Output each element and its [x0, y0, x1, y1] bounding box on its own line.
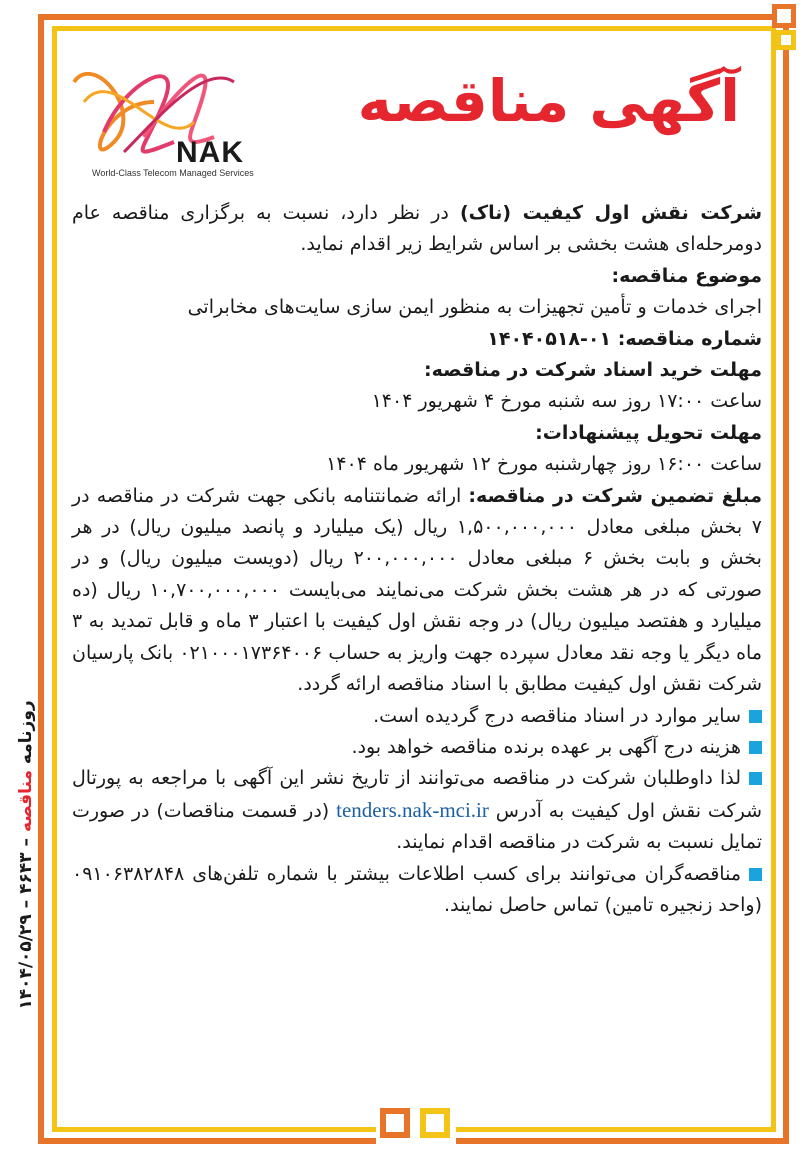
tender-number: [72, 324, 762, 355]
tender-body: [72, 198, 762, 921]
side-note: [6, 700, 46, 1010]
bullet-text-2: هزینه درج آگهی بر عهده برنده مناقصه خواهد بود.: [351, 735, 741, 758]
subject-label: موضوع مناقصه:: [611, 264, 762, 287]
corner-square-orange: [772, 4, 796, 28]
bullet-text-3b: (در قسمت مناقصات) در صورت تمایل نسبت به شرکت در مناقصه اقدام نمایند.: [72, 799, 762, 854]
tender-number-value: ۱۴۰۴۰۵۱۸-۰۱: [487, 327, 612, 350]
bullet-text-1: سایر موارد در اسناد مناقصه درج گردیده است.: [373, 704, 741, 727]
page-title: آگهی مناقصه: [357, 67, 740, 135]
side-prefix: روزنامه: [16, 700, 36, 765]
intro-text: در نظر دارد، نسبت به برگزاری مناقصه عام دومرحله‌ای هشت بخشی بر اساس شرایط زیر اقدام نماید.: [72, 202, 762, 256]
bullet-square-icon: [749, 868, 762, 881]
bullet-item: [72, 763, 762, 858]
side-note-text: [16, 700, 36, 1009]
bullet-item: [72, 859, 762, 922]
delivery-deadline-label: مهلت تحویل پیشنهادات:: [535, 421, 762, 444]
corner-square-yellow: [776, 30, 796, 50]
purchase-deadline-label: مهلت خرید اسناد شرکت در مناقصه:: [423, 359, 762, 382]
intro-paragraph: [72, 198, 762, 261]
logo-name: NAK: [176, 136, 244, 169]
bullet-item: [72, 732, 762, 763]
company-name: شرکت نقش اول کیفیت (ناک): [459, 202, 762, 224]
side-brand: مناقصه: [16, 769, 36, 833]
bullet-square-icon: [749, 772, 762, 785]
bottom-square-orange: [380, 1108, 410, 1138]
guarantee-paragraph: [72, 481, 762, 701]
purchase-deadline-text: ساعت ۱۷:۰۰ روز سه شنبه مورخ ۴ شهریور ۱۴۰۴: [371, 390, 762, 413]
bullet-text-3a: لذا داوطلبان شرکت در مناقصه می‌توانند از تاریخ نشر این آگهی با مراجعه به پورتال شرکت نقش اول کیفیت به آدرس: [72, 767, 762, 822]
delivery-deadline-text: ساعت ۱۶:۰۰ روز چهارشنبه مورخ ۱۲ شهریور ماه ۱۴۰۴: [326, 453, 762, 476]
bullet-square-icon: [749, 710, 762, 723]
tender-number-label: شماره مناقصه:: [617, 327, 762, 350]
side-suffix: – ۴۶۴۳ – ۱۴۰۴/۰۵/۲۹: [16, 837, 36, 1010]
guarantee-text: ارائه ضمانتنامه بانکی جهت شرکت در مناقصه در ۷ بخش مبلغی معادل ۱,۵۰۰,۰۰۰,۰۰۰ ریال (یک میلیارد و پانصد میلیون ریال) در هر بخش و بابت بخش ۶ مبلغی معادل ۲۰۰,۰۰۰,۰۰۰ ریال (دویست میلیون ریال) و در صورتی که در هر هشت بخش شرکت می‌نمایند می‌بایست ۱۰,۷۰۰,۰۰۰,۰۰۰ ریال (ده میلیارد و هفتصد میلیون ریال) در وجه نقش اول کیفیت با اعتبار ۳ ماه و قابل تمدید به ۳ ماه دیگر یا وجه نقد معادل سپرده جهت واریز به حساب ۰۲۱۰۰۰۱۷۳۶۴۰۰۶ بانک پارسیان شرکت نقش اول کیفیت مطابق با اسناد مناقصه ارائه گردد.: [72, 484, 762, 696]
logo-tagline: World-Class Telecom Managed Services: [92, 168, 254, 178]
subject-text: اجرای خدمات و تأمین تجهیزات به منظور ایمن سازی سایت‌های مخابراتی: [187, 296, 762, 319]
bottom-square-yellow: [420, 1108, 450, 1138]
bullet-item: [72, 701, 762, 732]
guarantee-label: مبلغ تضمین شرکت در مناقصه:: [468, 484, 763, 507]
bullet-square-icon: [749, 741, 762, 754]
bullet-text-4: مناقصه‌گران می‌توانند برای کسب اطلاعات بیشتر با شماره تلفن‌های ۰۹۱۰۶۳۸۲۸۴۸ (واحد زنجیره تامین) تماس حاصل نمایند.: [72, 862, 762, 916]
portal-link[interactable]: tenders.nak-mci.ir: [336, 797, 489, 822]
